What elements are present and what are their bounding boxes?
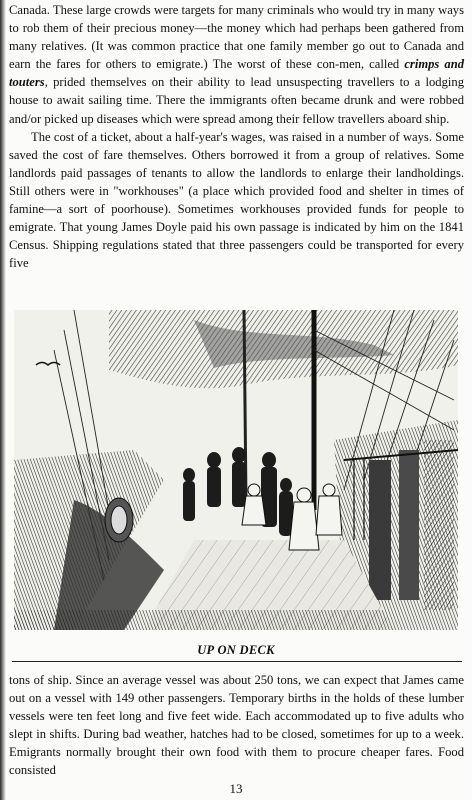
bottom-text-block — [9, 671, 464, 780]
paragraph-1 — [9, 1, 464, 128]
paragraph-1-text-end: , prided themselves on their ability to lead unsuspecting travellers to a lodging house to await sailing time. There the immigrants often became drunk and were robbed and/or picked up diseases which were spread among their fellow travellers aboard ship. — [9, 75, 464, 126]
paragraph-1-text-start: Canada. These large crowds were targets for many criminals who would try in many ways to rob them of their precious money—the money which had perhaps been gathered from many relatives. (It was common practice that one family member go out to Canada and earn the fares for others to emigrate.) The worst of these con-men, called — [9, 3, 464, 72]
binding-shadow — [0, 0, 6, 800]
top-text-block — [9, 1, 464, 272]
paragraph-2 — [9, 128, 464, 273]
page-number: 13 — [229, 781, 243, 796]
paragraph-3: tons of ship. Since an average vessel was about 250 tons, we can expect that James came out on a vessel with 149 other passengers. Temporary births in the holds of these lumber vessels were ten feet long and five feet wide. Each accommodated up to five adults who slept in shifts. During bad weather, hatches had to be closed, sometimes for up to a week. Emigrants normally brought their own food with them to procure cheaper fares. Food consisted — [9, 673, 464, 778]
illustration-caption: UP ON DECK — [197, 643, 275, 657]
ship-deck-engraving — [14, 310, 458, 630]
engraving-image — [14, 310, 458, 630]
emphasis-term: crimps and touters — [9, 57, 464, 90]
paragraph-2-text: The cost of a ticket, about a half-year's wages, was raised in a number of ways. Some saved the cost of fare themselves. Others borrowed it from a group of relatives. Some landlords paid passages of tenants to allow the landlords to enlarge their landholdings. Still others were in "workhouses" (a place which provided food and shelter in times of famine—a sort of poorhouse). Sometimes workhouses provided funds for people to emigrate. That young James Doyle paid his own passage is indicated by him on the 1841 Census. Shipping regulations stated that three passengers could be transported for every five — [9, 129, 464, 271]
divider-rule — [12, 661, 462, 662]
